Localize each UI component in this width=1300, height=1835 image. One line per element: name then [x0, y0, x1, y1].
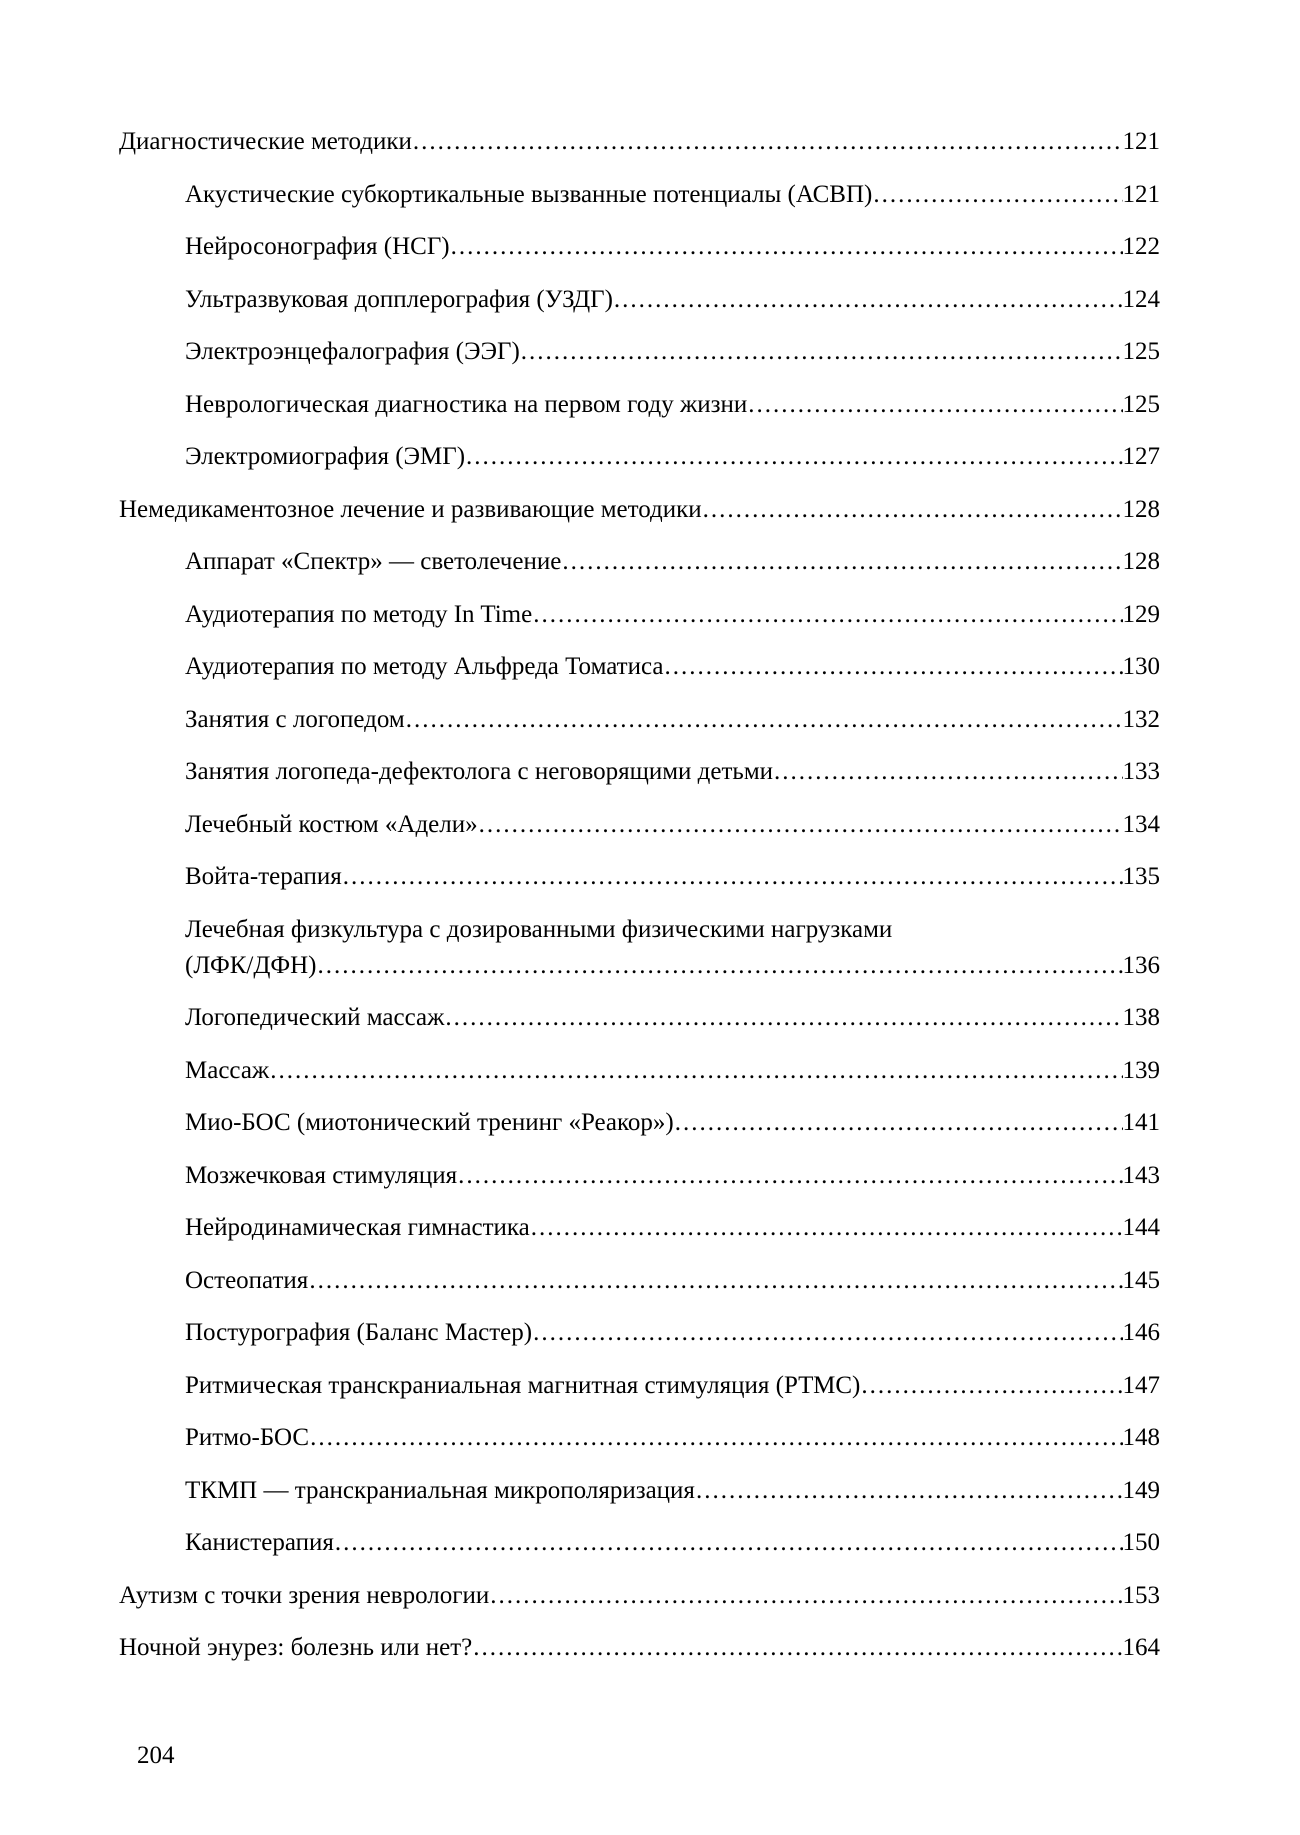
toc-entry: [119, 1315, 1160, 1351]
dot-leader: [490, 1578, 1122, 1614]
toc-entry-page: 121: [1122, 128, 1160, 155]
toc-entry-title: Ультразвуковая допплерография (УЗДГ): [185, 285, 613, 313]
dot-leader: [873, 177, 1122, 213]
toc-entry: [119, 859, 1160, 895]
toc-entry-title: Ритмическая транскраниальная магнитная стимуляция (РТМС): [185, 1371, 861, 1399]
toc-entry-title: Ритмо-БОС: [185, 1424, 310, 1451]
toc-entry-page: 124: [1122, 285, 1160, 313]
toc-entry: [119, 1105, 1160, 1141]
toc-entry-title: Нейросонография (НСГ): [185, 233, 450, 260]
toc-entry-page: 149: [1122, 1476, 1160, 1504]
toc-line: [119, 1315, 1160, 1351]
dot-leader: [335, 1525, 1123, 1561]
toc-entry-page: 136: [1122, 951, 1160, 979]
toc-entry: [119, 702, 1160, 738]
toc-line: [119, 1578, 1160, 1614]
toc-line: [119, 597, 1160, 633]
toc-entry-title: Занятия с логопедом: [185, 705, 405, 733]
toc-entry-page: 132: [1122, 705, 1160, 733]
toc-entry-title: Неврологическая диагностика на первом году жизни: [185, 390, 748, 418]
dot-leader: [318, 948, 1123, 984]
dot-leader: [479, 807, 1123, 843]
toc-line: [119, 544, 1160, 580]
toc-entry-title: Войта-терапия: [185, 863, 342, 890]
toc-line: [119, 124, 1160, 160]
toc-entry-title: ТКМП — транскраниальная микрополяризация: [185, 1476, 695, 1504]
toc-entry-title: Нейродинамическая гимнастика: [185, 1214, 530, 1241]
dot-leader: [309, 1263, 1122, 1299]
toc-entry-title: Лечебный костюм «Адели»: [185, 810, 478, 838]
toc-line: [119, 387, 1160, 423]
toc-entry-page: 141: [1122, 1109, 1160, 1136]
toc-line: [119, 1210, 1160, 1246]
dot-leader: [664, 649, 1122, 685]
toc-line: [119, 1105, 1160, 1141]
dot-leader: [703, 492, 1123, 528]
toc-line: [119, 948, 1160, 984]
toc-line: [119, 1473, 1160, 1509]
toc-entry-title: Диагностические методики: [119, 128, 412, 155]
toc-entry: [119, 1420, 1160, 1456]
toc-entry: [119, 177, 1160, 213]
toc-entry-title: Аудиотерапия по методу In Time: [185, 600, 533, 628]
toc-line: [119, 1420, 1160, 1456]
toc-line: [119, 282, 1160, 318]
table-of-contents: [119, 124, 1160, 1683]
toc-entry-title: Мозжечковая стимуляция: [185, 1161, 458, 1189]
toc-entry-page: 144: [1122, 1214, 1160, 1241]
toc-entry-title: Массаж: [185, 1056, 270, 1084]
toc-entry-page: 133: [1122, 758, 1160, 785]
toc-line: [119, 492, 1160, 528]
dot-leader: [466, 439, 1122, 475]
dot-leader: [445, 1000, 1122, 1036]
toc-entry-page: 150: [1122, 1529, 1160, 1556]
toc-entry-page: 164: [1122, 1634, 1160, 1661]
toc-line: [119, 1053, 1160, 1089]
toc-entry-title: Ночной энурез: болезнь или нет?: [119, 1634, 473, 1661]
toc-entry-title: Постурография (Баланс Мастер): [185, 1319, 533, 1346]
toc-entry: [119, 229, 1160, 265]
toc-line: [119, 754, 1160, 790]
dot-leader: [696, 1473, 1123, 1509]
toc-entry-page: 138: [1122, 1004, 1160, 1031]
dot-leader: [861, 1368, 1122, 1404]
toc-line: [119, 807, 1160, 843]
toc-entry-title: Логопедический массаж: [185, 1004, 445, 1031]
toc-entry: [119, 754, 1160, 790]
toc-entry-page: 127: [1122, 443, 1160, 470]
dot-leader: [748, 387, 1122, 423]
dot-leader: [413, 124, 1123, 160]
toc-entry-title: Акустические субкортикальные вызванные потенциалы (АСВП): [185, 180, 873, 208]
toc-line: [119, 1525, 1160, 1561]
toc-entry: [119, 334, 1160, 370]
toc-line: [119, 1000, 1160, 1036]
toc-line: [119, 1630, 1160, 1666]
dot-leader: [270, 1053, 1122, 1089]
toc-entry-page: 153: [1122, 1581, 1160, 1609]
toc-line: [119, 1368, 1160, 1404]
toc-entry-title: Немедикаментозное лечение и развивающие методики: [119, 495, 702, 523]
toc-entry: [119, 387, 1160, 423]
toc-entry-page: 145: [1122, 1266, 1160, 1294]
toc-entry-title: (ЛФК/ДФН): [185, 951, 317, 979]
toc-line: [119, 859, 1160, 895]
dot-leader: [562, 544, 1122, 580]
toc-entry-title: Мио-БОС (миотонический тренинг «Реакор»): [185, 1109, 674, 1136]
toc-entry: [119, 597, 1160, 633]
toc-entry-page: 128: [1122, 548, 1160, 575]
toc-entry: [119, 1525, 1160, 1561]
toc-entry-title: Аудиотерапия по методу Альфреда Томатиса: [185, 653, 664, 680]
dot-leader: [614, 282, 1123, 318]
toc-entry-title: Аппарат «Спектр» — светолечение: [185, 548, 562, 575]
dot-leader: [533, 597, 1122, 633]
toc-entry: [119, 1053, 1160, 1089]
toc-entry-title: Электроэнцефалография (ЭЭГ): [185, 338, 520, 365]
toc-entry: [119, 1368, 1160, 1404]
toc-entry-page: 125: [1122, 390, 1160, 418]
toc-line: [119, 229, 1160, 265]
toc-entry-title: Аутизм с точки зрения неврологии: [119, 1581, 490, 1609]
toc-line: [119, 702, 1160, 738]
toc-entry: [119, 912, 1160, 984]
toc-line: [119, 912, 1160, 948]
footer-page-number: 204: [137, 1742, 175, 1769]
toc-entry: [119, 1158, 1160, 1194]
toc-entry-title: Канистерапия: [185, 1529, 334, 1556]
toc-entry-page: 129: [1122, 600, 1160, 628]
dot-leader: [473, 1630, 1122, 1666]
dot-leader: [406, 702, 1123, 738]
toc-line: [119, 1263, 1160, 1299]
toc-entry-title: Занятия логопеда-дефектолога с неговорящими детьми: [185, 758, 774, 785]
toc-entry: [119, 124, 1160, 160]
toc-entry-page: 146: [1122, 1319, 1160, 1346]
toc-line: [119, 177, 1160, 213]
dot-leader: [458, 1158, 1122, 1194]
dot-leader: [310, 1420, 1122, 1456]
toc-entry-title: Электромиография (ЭМГ): [185, 443, 466, 470]
toc-entry: [119, 1473, 1160, 1509]
dot-leader: [531, 1210, 1123, 1246]
toc-entry: [119, 649, 1160, 685]
toc-entry: [119, 1210, 1160, 1246]
toc-entry-page: 128: [1122, 495, 1160, 523]
dot-leader: [451, 229, 1123, 265]
toc-entry: [119, 1000, 1160, 1036]
dot-leader: [533, 1315, 1122, 1351]
toc-entry-title: Лечебная физкультура с дозированными физическими нагрузками: [185, 915, 893, 943]
toc-line: [119, 334, 1160, 370]
toc-entry: [119, 807, 1160, 843]
toc-line: [119, 439, 1160, 475]
dot-leader: [343, 859, 1123, 895]
toc-entry-page: 130: [1122, 653, 1160, 680]
toc-entry-page: 143: [1122, 1161, 1160, 1189]
toc-entry-page: 134: [1122, 810, 1160, 838]
toc-entry: [119, 1578, 1160, 1614]
dot-leader: [774, 754, 1122, 790]
toc-entry-page: 147: [1122, 1371, 1160, 1399]
toc-entry-page: 125: [1122, 338, 1160, 365]
toc-entry-page: 122: [1122, 233, 1160, 260]
toc-entry: [119, 492, 1160, 528]
toc-entry: [119, 1630, 1160, 1666]
toc-entry-title: Остеопатия: [185, 1266, 309, 1294]
toc-entry: [119, 1263, 1160, 1299]
dot-leader: [675, 1105, 1123, 1141]
toc-line: [119, 1158, 1160, 1194]
toc-entry-page: 121: [1122, 180, 1160, 208]
toc-entry: [119, 439, 1160, 475]
toc-entry-page: 139: [1122, 1056, 1160, 1084]
toc-entry-page: 135: [1122, 863, 1160, 890]
toc-entry: [119, 544, 1160, 580]
toc-entry: [119, 282, 1160, 318]
toc-entry-page: 148: [1122, 1424, 1160, 1451]
dot-leader: [521, 334, 1123, 370]
toc-line: [119, 649, 1160, 685]
